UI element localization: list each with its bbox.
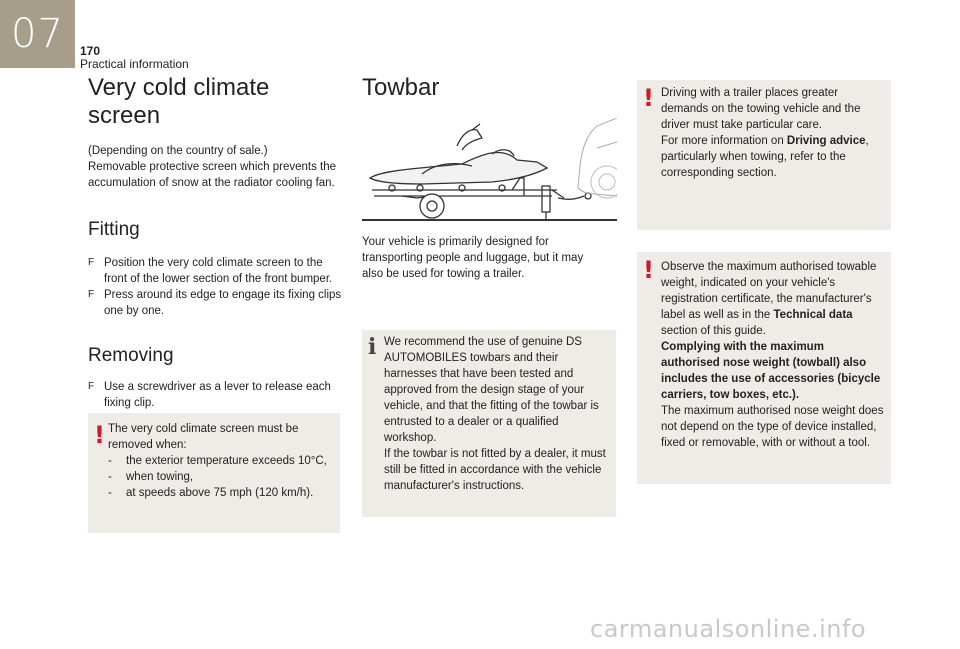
- fitting-list: [88, 255, 344, 319]
- dash-marker: -: [108, 487, 112, 499]
- more-suffix: , particularly when towing, refer to the corresponding section.: [661, 135, 869, 179]
- bullet-icon: F: [88, 381, 95, 392]
- list-item-text: Press around its edge to engage its fixing clips one by one.: [104, 289, 342, 317]
- list-item: [108, 469, 330, 485]
- list-item: [88, 287, 344, 319]
- jetski-drawing: [370, 124, 547, 184]
- more-prefix: For more information on: [661, 135, 787, 147]
- list-item: [108, 453, 330, 469]
- warning-box-weight: [637, 252, 891, 484]
- removing-title: Removing: [88, 345, 174, 366]
- cold-screen-intro-1: (Depending on the country of sale.): [88, 145, 268, 157]
- warning-intro: The very cold climate screen must be removed when:: [108, 423, 299, 451]
- warning-trailer-more: [661, 133, 883, 181]
- cold-screen-title: Very cold climate screen: [88, 74, 270, 129]
- towbar-title: Towbar: [362, 74, 440, 101]
- list-item: [108, 485, 330, 501]
- warning-trailer-text: Driving with a trailer places greater demands on the towing vehicle and the driver must take particular care.: [661, 87, 861, 131]
- section-name: Practical information: [80, 57, 189, 71]
- car-rear-drawing: [578, 118, 617, 198]
- info-box-towbar: [362, 330, 616, 517]
- warning-box-trailer: [637, 80, 891, 230]
- bullet-icon: F: [88, 257, 95, 268]
- nose-weight-bold: Complying with the maximum authorised nose weight (towball) also includes the use of accessories (bicycle carriers, tow boxes, etc.).: [661, 341, 881, 401]
- watermark-text: carmanualsonline.info: [590, 615, 867, 643]
- page-number: 170: [80, 44, 101, 58]
- warning-icon: !: [643, 84, 654, 112]
- list-item-text: at speeds above 75 mph (120 km/h).: [126, 487, 314, 499]
- driving-advice-ref: Driving advice: [786, 135, 866, 147]
- removing-list: [88, 379, 344, 411]
- towbar-body-text: Your vehicle is primarily designed for transporting people and luggage, but it may also be used for towing a trailer.: [362, 236, 584, 280]
- bullet-icon: F: [88, 289, 95, 300]
- warning-box-cold-screen: [88, 413, 340, 533]
- warning-icon: !: [94, 421, 105, 449]
- list-item: [88, 379, 344, 411]
- warning-icon: !: [643, 256, 654, 284]
- technical-data-ref: Technical data: [773, 309, 853, 321]
- info-text-2: If the towbar is not fitted by a dealer, it must still be fitted in accordance with the vehicle manufacturer's instructions.: [384, 448, 606, 492]
- fitting-title: Fitting: [88, 219, 140, 240]
- cold-screen-intro-2: Removable protective screen which prevents the accumulation of snow at the radiator cooling fan.: [88, 161, 337, 189]
- list-item-text: when towing,: [126, 471, 194, 483]
- info-text-1: We recommend the use of genuine DS AUTOMOBILES towbars and their harnesses that have been tested and approved from the design stage of your vehicle, and that the fitting of the towbar is entrusted to a dealer or a qualified workshop.: [384, 336, 599, 444]
- list-item-text: Use a screwdriver as a lever to release each fixing clip.: [104, 381, 331, 409]
- dash-marker: -: [108, 455, 112, 467]
- weight-text: [661, 259, 885, 339]
- dash-marker: -: [108, 471, 112, 483]
- column-cold-climate-screen: [88, 74, 344, 411]
- weight-suffix: section of this guide.: [661, 325, 766, 337]
- towbar-body: [362, 234, 602, 282]
- column-towbar: [362, 74, 617, 102]
- nose-weight-note: The maximum authorised nose weight does not depend on the type of device installed, fixed or removable, with or without a tool.: [661, 405, 884, 449]
- list-item-text: Position the very cold climate screen to the front of the lower section of the front bumper.: [104, 257, 333, 285]
- chapter-tab: 07: [0, 0, 75, 68]
- weight-prefix: Observe the maximum authorised towable weight, indicated on your vehicle's registration certificate, the manufacturer's label as well as in the: [661, 261, 877, 321]
- list-item-text: the exterior temperature exceeds 10°C,: [126, 455, 327, 467]
- list-item: [88, 255, 344, 287]
- towing-illustration: [362, 118, 617, 224]
- info-icon: i: [368, 334, 377, 360]
